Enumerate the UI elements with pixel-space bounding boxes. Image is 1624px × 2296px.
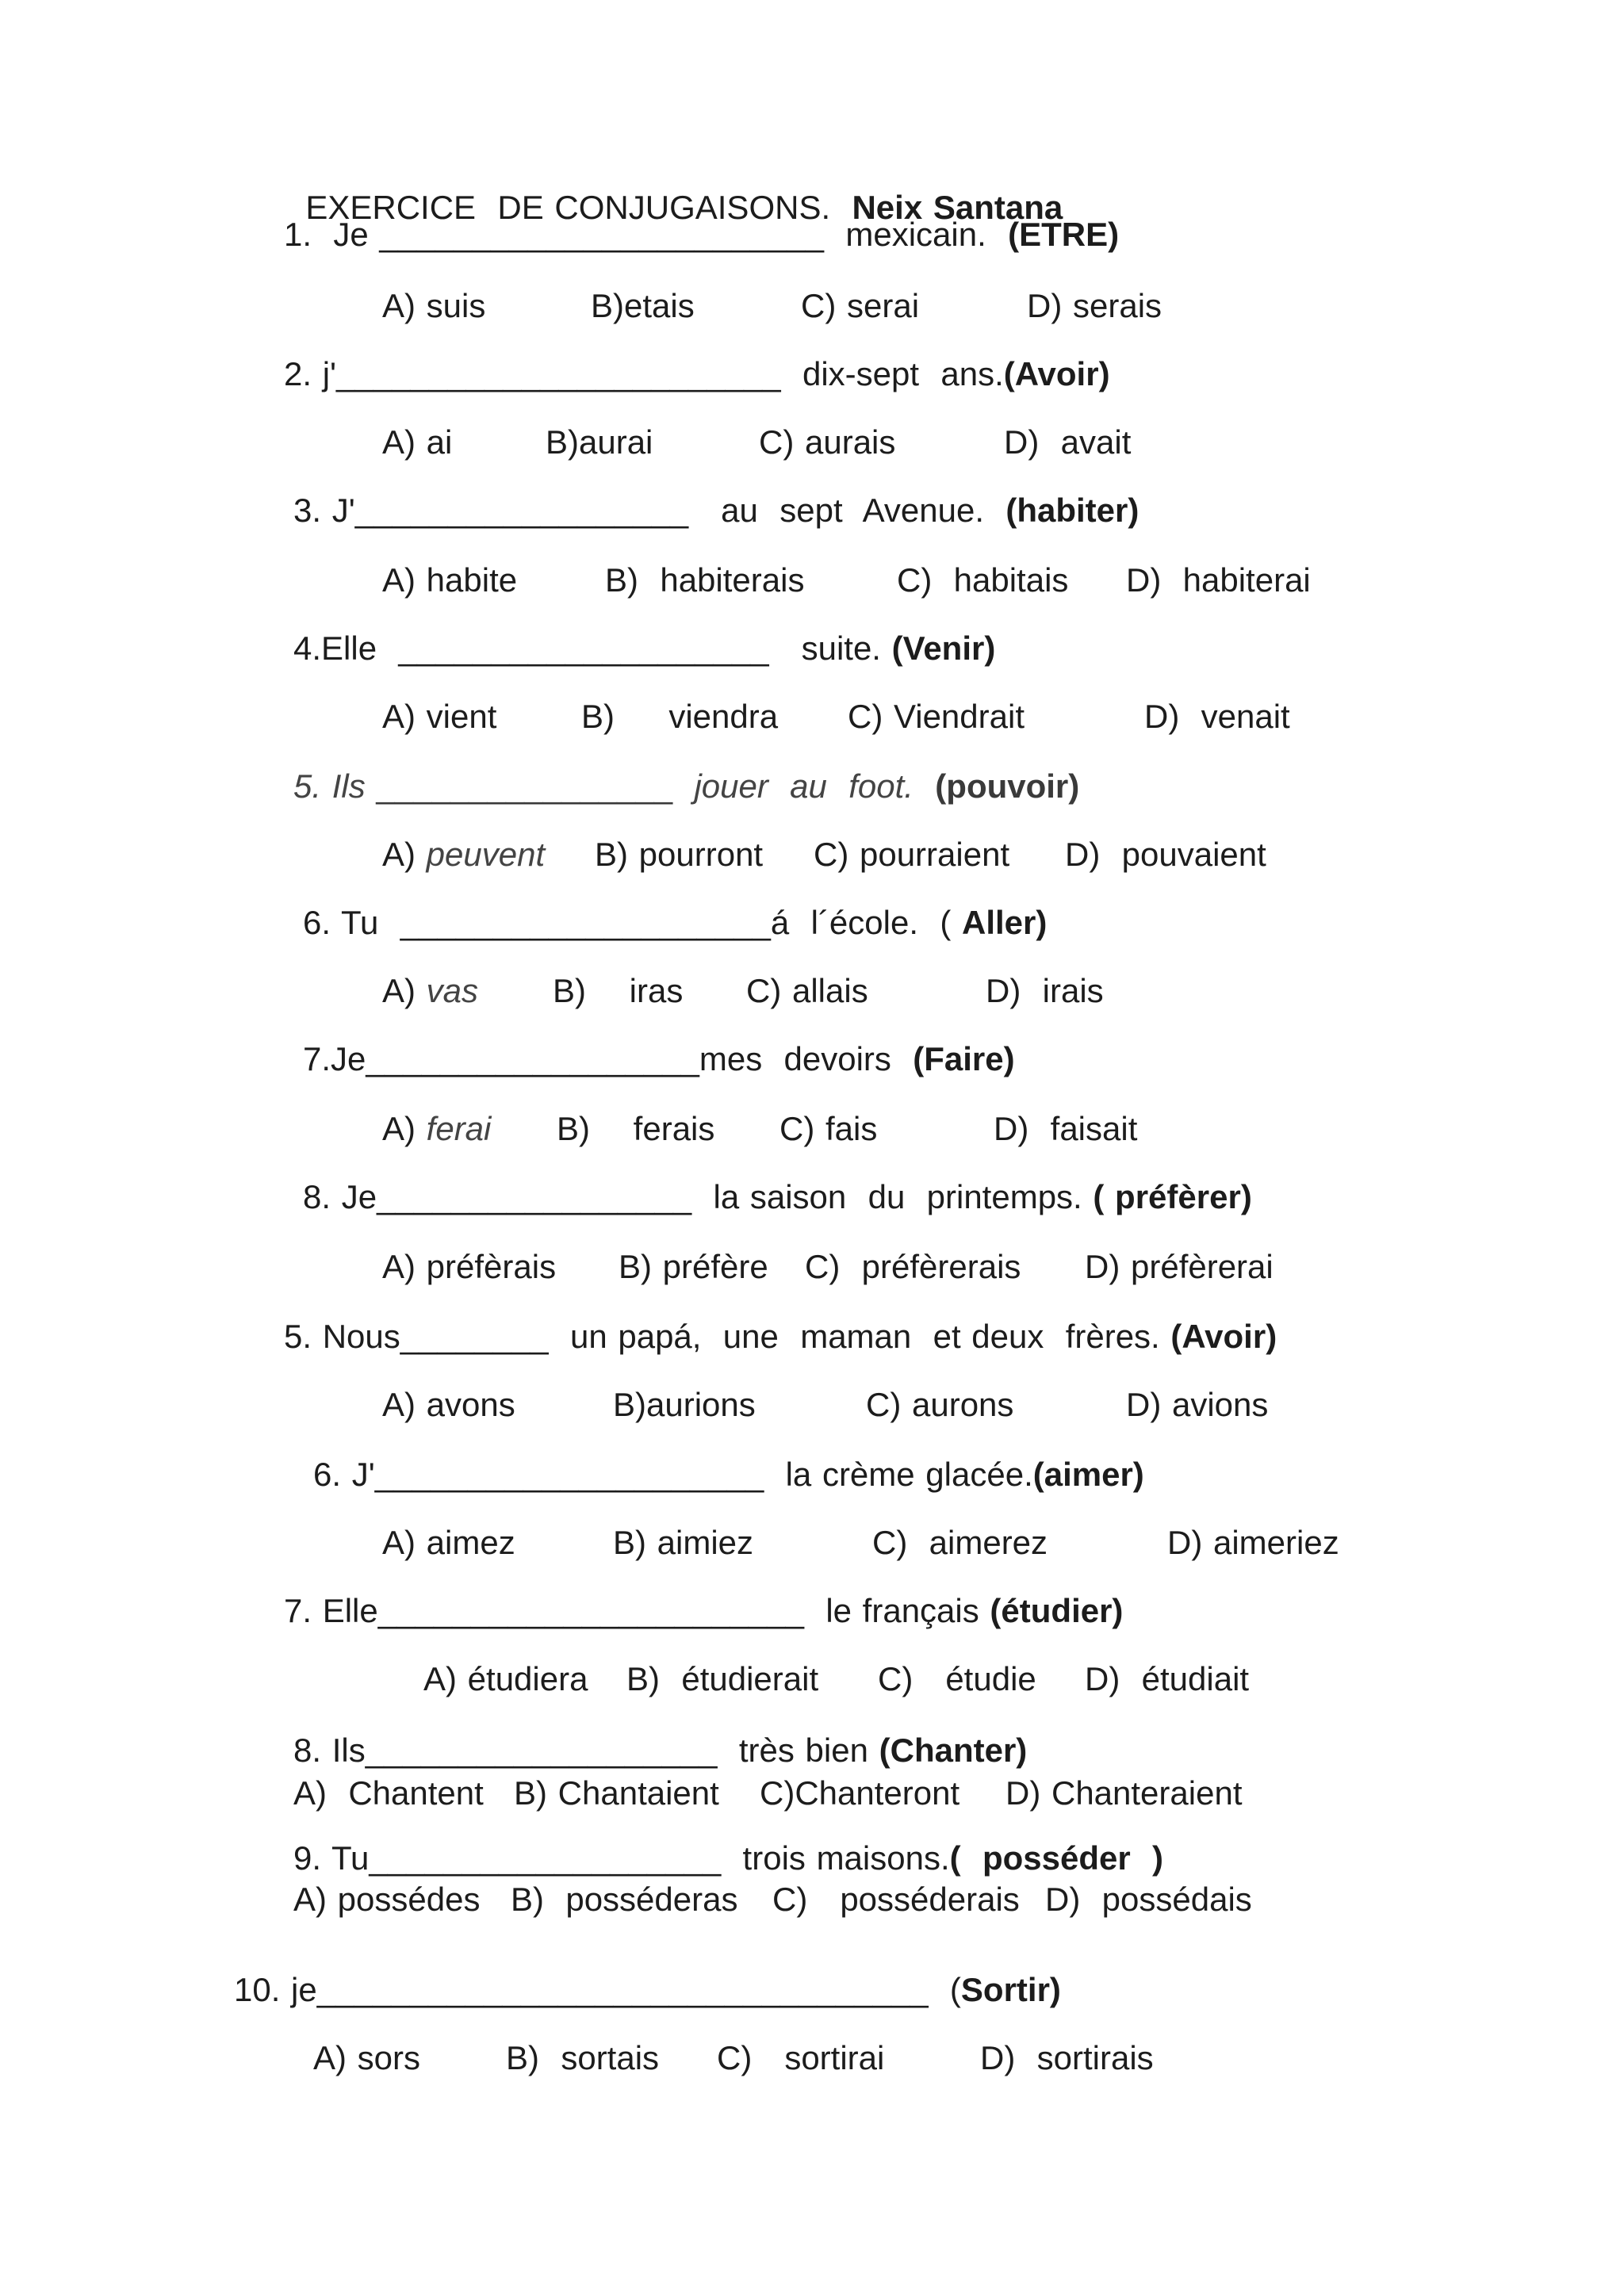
question-subject: 6. J' [313,1456,375,1493]
question-subject: 7.Je [303,1040,366,1077]
question-text: le français [803,1592,990,1629]
option-b: B) étudierait [626,1660,819,1697]
answer-blank: ____________________ [400,904,771,941]
option-b: B) ferais [557,1110,715,1147]
answer-blank: ________________________ [336,355,781,392]
option-c: C) allais [746,972,868,1009]
question-subject: 5. Nous [284,1318,400,1355]
answer-blank: __________________ [354,492,689,529]
answer-blank: _____________________ [374,1456,764,1493]
option-d: D) venait [1144,698,1290,735]
question-subject: 5. Ils [293,767,377,805]
question-text: jouer au foot. [672,767,936,805]
question-7 [303,1039,1015,1080]
answer-blank: ________________________ [379,216,825,253]
option-c: C) serai [801,287,920,324]
question-text: dix-sept ans. [780,355,1004,392]
question-6 [303,902,1047,943]
option-c: C) habitais [897,561,1069,599]
question-14 [234,1969,1061,2011]
option-a: A) ferai [382,1110,492,1147]
option-c: C) étudie [878,1660,1036,1697]
question-verb: (étudier) [990,1592,1124,1629]
answer-blank: ___________________ [365,1732,718,1769]
option-d: D) avait [1004,423,1132,461]
worksheet-title: EXERCICE DE CONJUGAISONS. [305,189,831,226]
question-text: mes devoirs [699,1040,914,1077]
author-name: Neix Santana [852,189,1063,226]
option-b: B)etais [591,287,695,324]
option-d: D) préfèrerai [1085,1248,1274,1285]
question-12 [293,1730,1027,1771]
option-d: D) pouvaient [1065,836,1266,873]
question-verb: (aimer) [1032,1456,1144,1493]
question-verb: (Faire) [913,1040,1015,1077]
question-text: la saison du printemps. [691,1178,1094,1215]
question-5 [293,766,1079,807]
answer-blank: ____________________ [398,629,769,667]
answer-blank: ___________________ [369,1839,722,1877]
question-10 [313,1454,1144,1495]
question-8 [303,1177,1252,1218]
option-a: A) suis [382,287,486,324]
question-4 [293,628,995,669]
question-verb: (Avoir) [1003,355,1110,392]
question-text: au sept Avenue. [688,492,1006,529]
question-1 [284,214,1119,255]
question-text: mexicain. [824,216,1009,253]
question-subject: 3. J' [293,492,355,529]
question-subject: 1. Je [284,216,380,253]
option-c: C) pourraient [814,836,1010,873]
question-verb: ( posséder ) [949,1839,1164,1877]
question-11 [284,1590,1123,1632]
question-13 [293,1838,1163,1879]
option-d: D) faisait [994,1110,1138,1147]
option-b: B) préfère [619,1248,768,1285]
answer-blank: _______________________ [377,1592,804,1629]
option-d: D) étudiait [1085,1660,1250,1697]
option-c: C)Chanteront [760,1774,960,1812]
question-subject: 8. Je [303,1178,377,1215]
question-verb: (Chanter) [879,1732,1028,1769]
question-verb: (pouvoir) [935,767,1080,805]
option-b: B)aurions [613,1386,756,1423]
question-text: á l´école. ( [770,904,962,941]
question-text: très bien [717,1732,879,1769]
option-b: B) sortais [506,2039,660,2076]
question-subject: 4.Elle [293,629,399,667]
option-b: B) viendra [581,698,779,735]
option-d: D) possédais [1045,1881,1252,1918]
question-subject: 9. Tu [293,1839,370,1877]
option-a: A) sors [313,2039,421,2076]
question-subject: 8. Ils [293,1732,366,1769]
option-b: B) pourront [595,836,764,873]
option-d: D) aimeriez [1167,1524,1339,1561]
option-b: B) Chantaient [514,1774,719,1812]
question-verb: (Avoir) [1170,1318,1277,1355]
question-3 [293,490,1139,531]
question-verb: (ETRE) [1008,216,1120,253]
option-a: A) avons [382,1386,515,1423]
option-b: B) habiterais [605,561,805,599]
option-a: A) vient [382,698,497,735]
question-verb: (habiter) [1005,492,1139,529]
answer-blank: __________________ [366,1040,699,1077]
option-a: A) habite [382,561,518,599]
question-verb: Sortir) [960,1971,1061,2008]
option-a: A) peuvent [382,836,546,873]
question-subject: 2. j' [284,355,337,392]
option-c: C) aurons [866,1386,1014,1423]
question-verb: ( préfèrer) [1093,1178,1252,1215]
question-text: la crème glacée. [764,1456,1033,1493]
option-c: C) aimerez [872,1524,1048,1561]
option-d: D) Chanteraient [1005,1774,1243,1812]
question-subject: 7. Elle [284,1592,378,1629]
question-text: trois maisons. [721,1839,950,1877]
option-a: A) préfèrais [382,1248,557,1285]
option-d: D) habiterai [1126,561,1311,599]
option-d: D) avions [1126,1386,1269,1423]
option-a: A) possédes [293,1881,481,1918]
question-subject: 6. Tu [303,904,400,941]
option-c: C) préfèrerais [805,1248,1021,1285]
option-a: A) ai [382,423,453,461]
option-a: A) aimez [382,1524,515,1561]
option-b: B) posséderas [511,1881,738,1918]
question-text: un papá, une maman et deux frères. [548,1318,1171,1355]
option-c: C) aurais [759,423,896,461]
option-b: B) aimiez [613,1524,754,1561]
answer-blank: _________________________________ [316,1971,929,2008]
option-c: C) Viendrait [848,698,1025,735]
answer-blank: ________________ [376,767,673,805]
question-9 [284,1316,1277,1357]
option-d: D) irais [986,972,1104,1009]
answer-blank: ________ [400,1318,549,1355]
option-c: C) posséderais [772,1881,1020,1918]
option-d: D) serais [1027,287,1162,324]
question-verb: (Venir) [891,629,996,667]
option-b: B) iras [553,972,684,1009]
option-a: A) Chantent [293,1774,484,1812]
question-text: suite. [768,629,892,667]
option-d: D) sortirais [980,2039,1154,2076]
question-text: ( [928,1971,961,2008]
answer-blank: _________________ [377,1178,692,1215]
question-subject: 10. je [234,1971,317,2008]
option-c: C) fais [779,1110,878,1147]
option-b: B)aurai [546,423,653,461]
option-a: A) vas [382,972,479,1009]
option-a: A) étudiera [423,1660,588,1697]
question-2 [284,354,1110,395]
question-verb: Aller) [962,904,1048,941]
option-c: C) sortirai [717,2039,885,2076]
